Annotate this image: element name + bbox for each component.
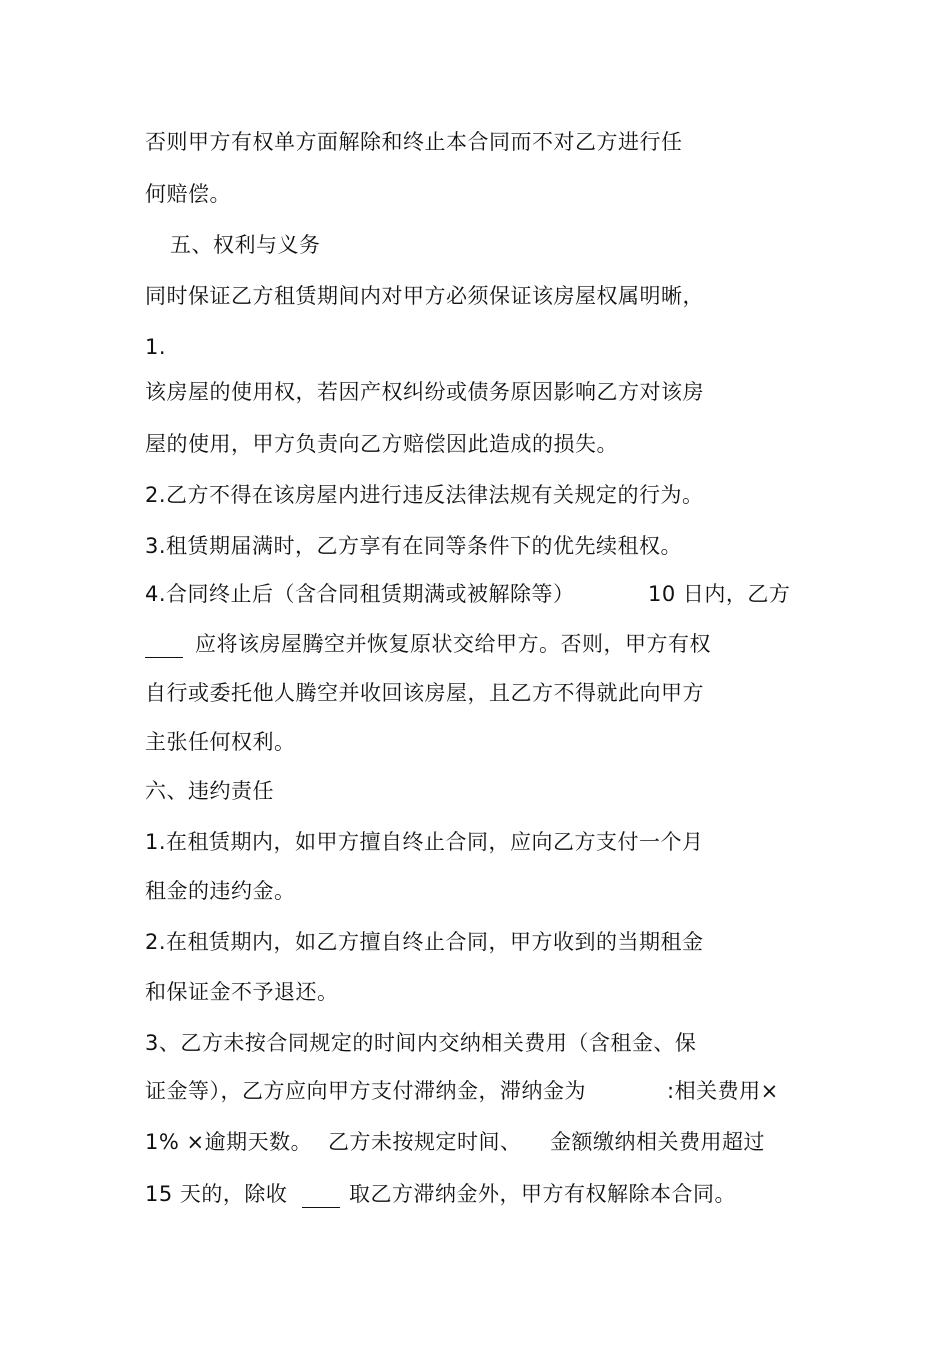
blank-underline [302, 1193, 340, 1221]
line-text: 证金等），乙方应向甲方支付滞纳金，滞纳金为 [145, 1079, 586, 1103]
section-heading [170, 231, 321, 259]
line-text: 1% ×逾期天数。 [145, 1130, 313, 1154]
text-line [145, 430, 618, 458]
text-line [145, 532, 682, 560]
line-text: 3.租赁期届满时，乙方享有在同等条件下的优先续租权。 [145, 534, 683, 558]
line-text: 和保证金不予退还。 [145, 980, 339, 1004]
line-text: 3、乙方未按合同规定的时间内交纳相关费用（含租金、保 [145, 1031, 697, 1055]
line-text: 应将该房屋腾空并恢复原状交给甲方。否则，甲方有权 [195, 632, 711, 656]
list-number [145, 333, 166, 361]
text-line [145, 282, 704, 310]
line-text: 租金的违约金。 [145, 879, 296, 903]
line-text: 4.合同终止后（含合同租赁期满或被解除等） [145, 582, 575, 606]
line-text: 金额缴纳相关费用超过 [550, 1130, 765, 1154]
line-text: 主张任何权利。 [145, 730, 296, 754]
line-text: 屋的使用，甲方负责向乙方赔偿因此造成的损失。 [145, 432, 618, 456]
line-text: 何赔偿。 [145, 182, 231, 206]
text-line [145, 728, 296, 756]
line-text: 乙方未按规定时间、 [328, 1130, 522, 1154]
text-line [145, 1029, 696, 1057]
text-line [145, 828, 704, 856]
line-text: 同时保证乙方租赁期间内对甲方必须保证该房屋权属明晰， [145, 284, 704, 308]
text-line [145, 180, 231, 208]
text-line [145, 679, 704, 707]
line-text: 自行或委托他人腾空并收回该房屋，且乙方不得就此向甲方 [145, 681, 704, 705]
text-line [145, 877, 296, 905]
text-line [145, 128, 683, 156]
text-line [145, 378, 704, 406]
text-line [145, 978, 339, 1006]
line-text: :相关费用× [667, 1079, 779, 1103]
blank-underline [145, 643, 183, 671]
line-text: 10 日内，乙方 [648, 582, 791, 606]
section-heading [145, 777, 274, 805]
line-text: 15 天的，除收 [145, 1182, 288, 1206]
line-text: 1.在租赁期内，如甲方擅自终止合同，应向乙方支付一个月 [145, 830, 704, 854]
list-number-text: 1. [145, 335, 167, 359]
line-text: 2.在租赁期内，如乙方擅自终止合同，甲方收到的当期租金 [145, 930, 704, 954]
section-heading-text: 五、权利与义务 [170, 233, 321, 257]
line-text: 2.乙方不得在该房屋内进行违反法律法规有关规定的行为。 [145, 483, 704, 507]
line-text: 取乙方滞纳金外，甲方有权解除本合同。 [349, 1182, 736, 1206]
text-line [145, 481, 704, 509]
line-text: 该房屋的使用权，若因产权纠纷或债务原因影响乙方对该房 [145, 380, 704, 404]
section-heading-text: 六、违约责任 [145, 779, 274, 803]
line-text: 否则甲方有权单方面解除和终止本合同而不对乙方进行任 [145, 130, 683, 154]
text-line [145, 928, 704, 956]
